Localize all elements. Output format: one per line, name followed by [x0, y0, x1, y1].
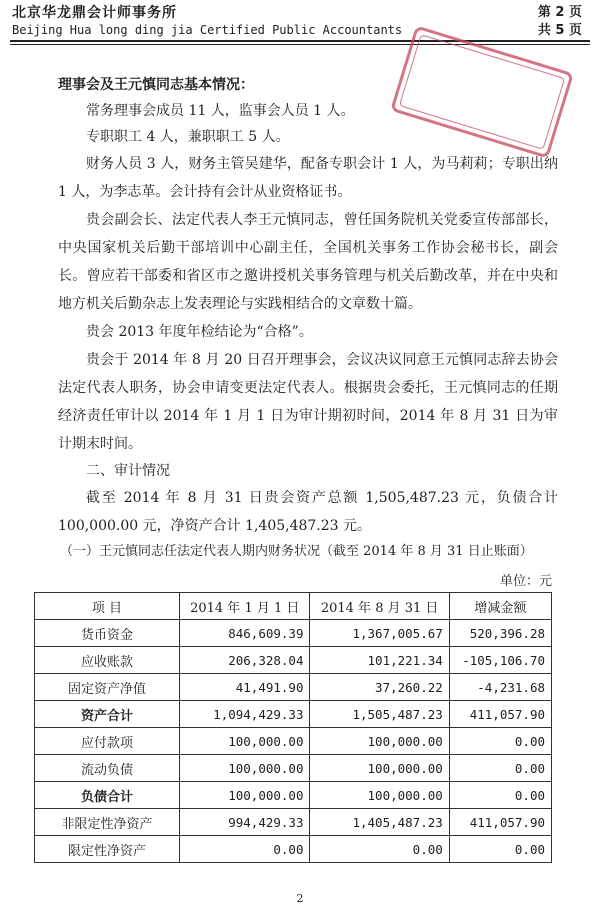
financial-status-table	[34, 592, 552, 863]
row-end-value: 100,000.00	[310, 782, 449, 809]
staff-line: 专职职工 4 人，兼职职工 5 人。	[86, 129, 290, 145]
row-item: 资产合计	[35, 701, 180, 728]
letterhead	[12, 4, 402, 38]
row-end-value: 1,367,005.67	[310, 620, 449, 647]
firm-name-en: Beijing Hua long ding jia Certified Public Accountants	[12, 23, 403, 37]
row-end-value: 1,505,487.23	[310, 701, 449, 728]
table-row-total-assets	[35, 701, 552, 728]
row-start-value: 100,000.00	[180, 755, 310, 782]
page-number: 2	[296, 892, 304, 905]
table-row	[35, 836, 552, 863]
finance-staff-paragraph: 财务人员 3 人，财务主管吴建华，配备专职会计 1 人，为马莉莉；专职出纳 1 人，为李志革。会计持有会计从业资格证书。	[58, 156, 558, 200]
row-start-value: 846,609.39	[180, 620, 310, 647]
row-change-value: 411,057.90	[449, 701, 551, 728]
table-unit: 单位：元	[499, 574, 552, 589]
row-start-value: 100,000.00	[180, 728, 310, 755]
document-body	[58, 72, 558, 540]
table-header-row	[35, 593, 552, 620]
table-row	[35, 755, 552, 782]
row-end-value: 100,000.00	[310, 728, 449, 755]
row-item: 应收账款	[35, 647, 180, 674]
row-start-value: 100,000.00	[180, 782, 310, 809]
row-change-value: -105,106.70	[449, 647, 551, 674]
page-total: 共 5 页	[537, 23, 582, 38]
representative-paragraph: 贵会副会长、法定代表人李王元慎同志，曾任国务院机关党委宣传部部长，中央国家机关后勤干部培训中心副主任，全国机关事务工作协会秘书长，副会长。曾应若干部委和省区市之邀讲授机关事务管理与机关后勤改革，并在中央和地方机关后勤杂志上发表理论与实践相结合的文章数十篇。	[58, 212, 558, 312]
row-change-value: 411,057.90	[449, 809, 551, 836]
row-start-value: 206,328.04	[180, 647, 310, 674]
table-row	[35, 674, 552, 701]
row-end-value: 1,405,487.23	[310, 809, 449, 836]
row-change-value: 0.00	[449, 755, 551, 782]
header-divider	[10, 40, 590, 42]
row-item: 限定性净资产	[35, 836, 180, 863]
col-header-change: 增减金额	[449, 593, 551, 620]
table-row-total-liabilities	[35, 782, 552, 809]
page-current: 第 2 页	[537, 5, 582, 20]
annual-inspection-paragraph: 贵会 2013 年度年检结论为“合格”。	[86, 324, 313, 340]
row-item: 固定资产净值	[35, 674, 180, 701]
table-row	[35, 728, 552, 755]
row-item: 货币资金	[35, 620, 180, 647]
council-members-line: 常务理事会成员 11 人，监事会人员 1 人。	[86, 103, 355, 119]
council-meeting-paragraph: 贵会于 2014 年 8 月 20 日召开理事会，会议决议同意王元慎同志辞去协会法定代表人职务，协会申请变更法定代表人。根据贵会委托，王元慎同志的任期经济责任审计以 2014 年 1 月 1 日为审计期初时间，2014 年 8 月 31 日为审计期末时间。	[58, 352, 558, 452]
row-item: 负债合计	[35, 782, 180, 809]
row-start-value: 0.00	[180, 836, 310, 863]
row-start-value: 1,094,429.33	[180, 701, 310, 728]
row-start-value: 41,491.90	[180, 674, 310, 701]
col-header-end: 2014 年 8 月 31 日	[310, 593, 449, 620]
row-item: 非限定性净资产	[35, 809, 180, 836]
row-end-value: 37,260.22	[310, 674, 449, 701]
row-change-value: 520,396.28	[449, 620, 551, 647]
row-end-value: 101,221.34	[310, 647, 449, 674]
row-start-value: 994,429.33	[180, 809, 310, 836]
page-indicator	[538, 4, 582, 40]
row-change-value: 0.00	[449, 728, 551, 755]
table-row	[35, 620, 552, 647]
row-item: 流动负债	[35, 755, 180, 782]
row-change-value: -4,231.68	[449, 674, 551, 701]
row-change-value: 0.00	[449, 782, 551, 809]
firm-name-cn: 北京华龙鼎会计师事务所	[12, 5, 177, 21]
col-header-item: 项 目	[35, 593, 180, 620]
row-change-value: 0.00	[449, 836, 551, 863]
assets-summary-paragraph: 截至 2014 年 8 月 31 日贵会资产总额 1,505,487.23 元，负债合计 100,000.00 元，净资产合计 1,405,487.23 元。	[58, 490, 558, 534]
table-title: （一）王元慎同志任法定代表人期内财务状况（截至 2014 年 8 月 31 日止账面）	[60, 544, 533, 559]
table-row	[35, 809, 552, 836]
audit-section-heading: 二、审计情况	[86, 463, 170, 479]
row-item: 应付款项	[35, 728, 180, 755]
row-end-value: 0.00	[310, 836, 449, 863]
table-row	[35, 647, 552, 674]
row-end-value: 100,000.00	[310, 755, 449, 782]
col-header-start: 2014 年 1 月 1 日	[180, 593, 310, 620]
header-divider-thin	[10, 44, 590, 45]
section-heading: 理事会及王元慎同志基本情况：	[58, 77, 254, 93]
